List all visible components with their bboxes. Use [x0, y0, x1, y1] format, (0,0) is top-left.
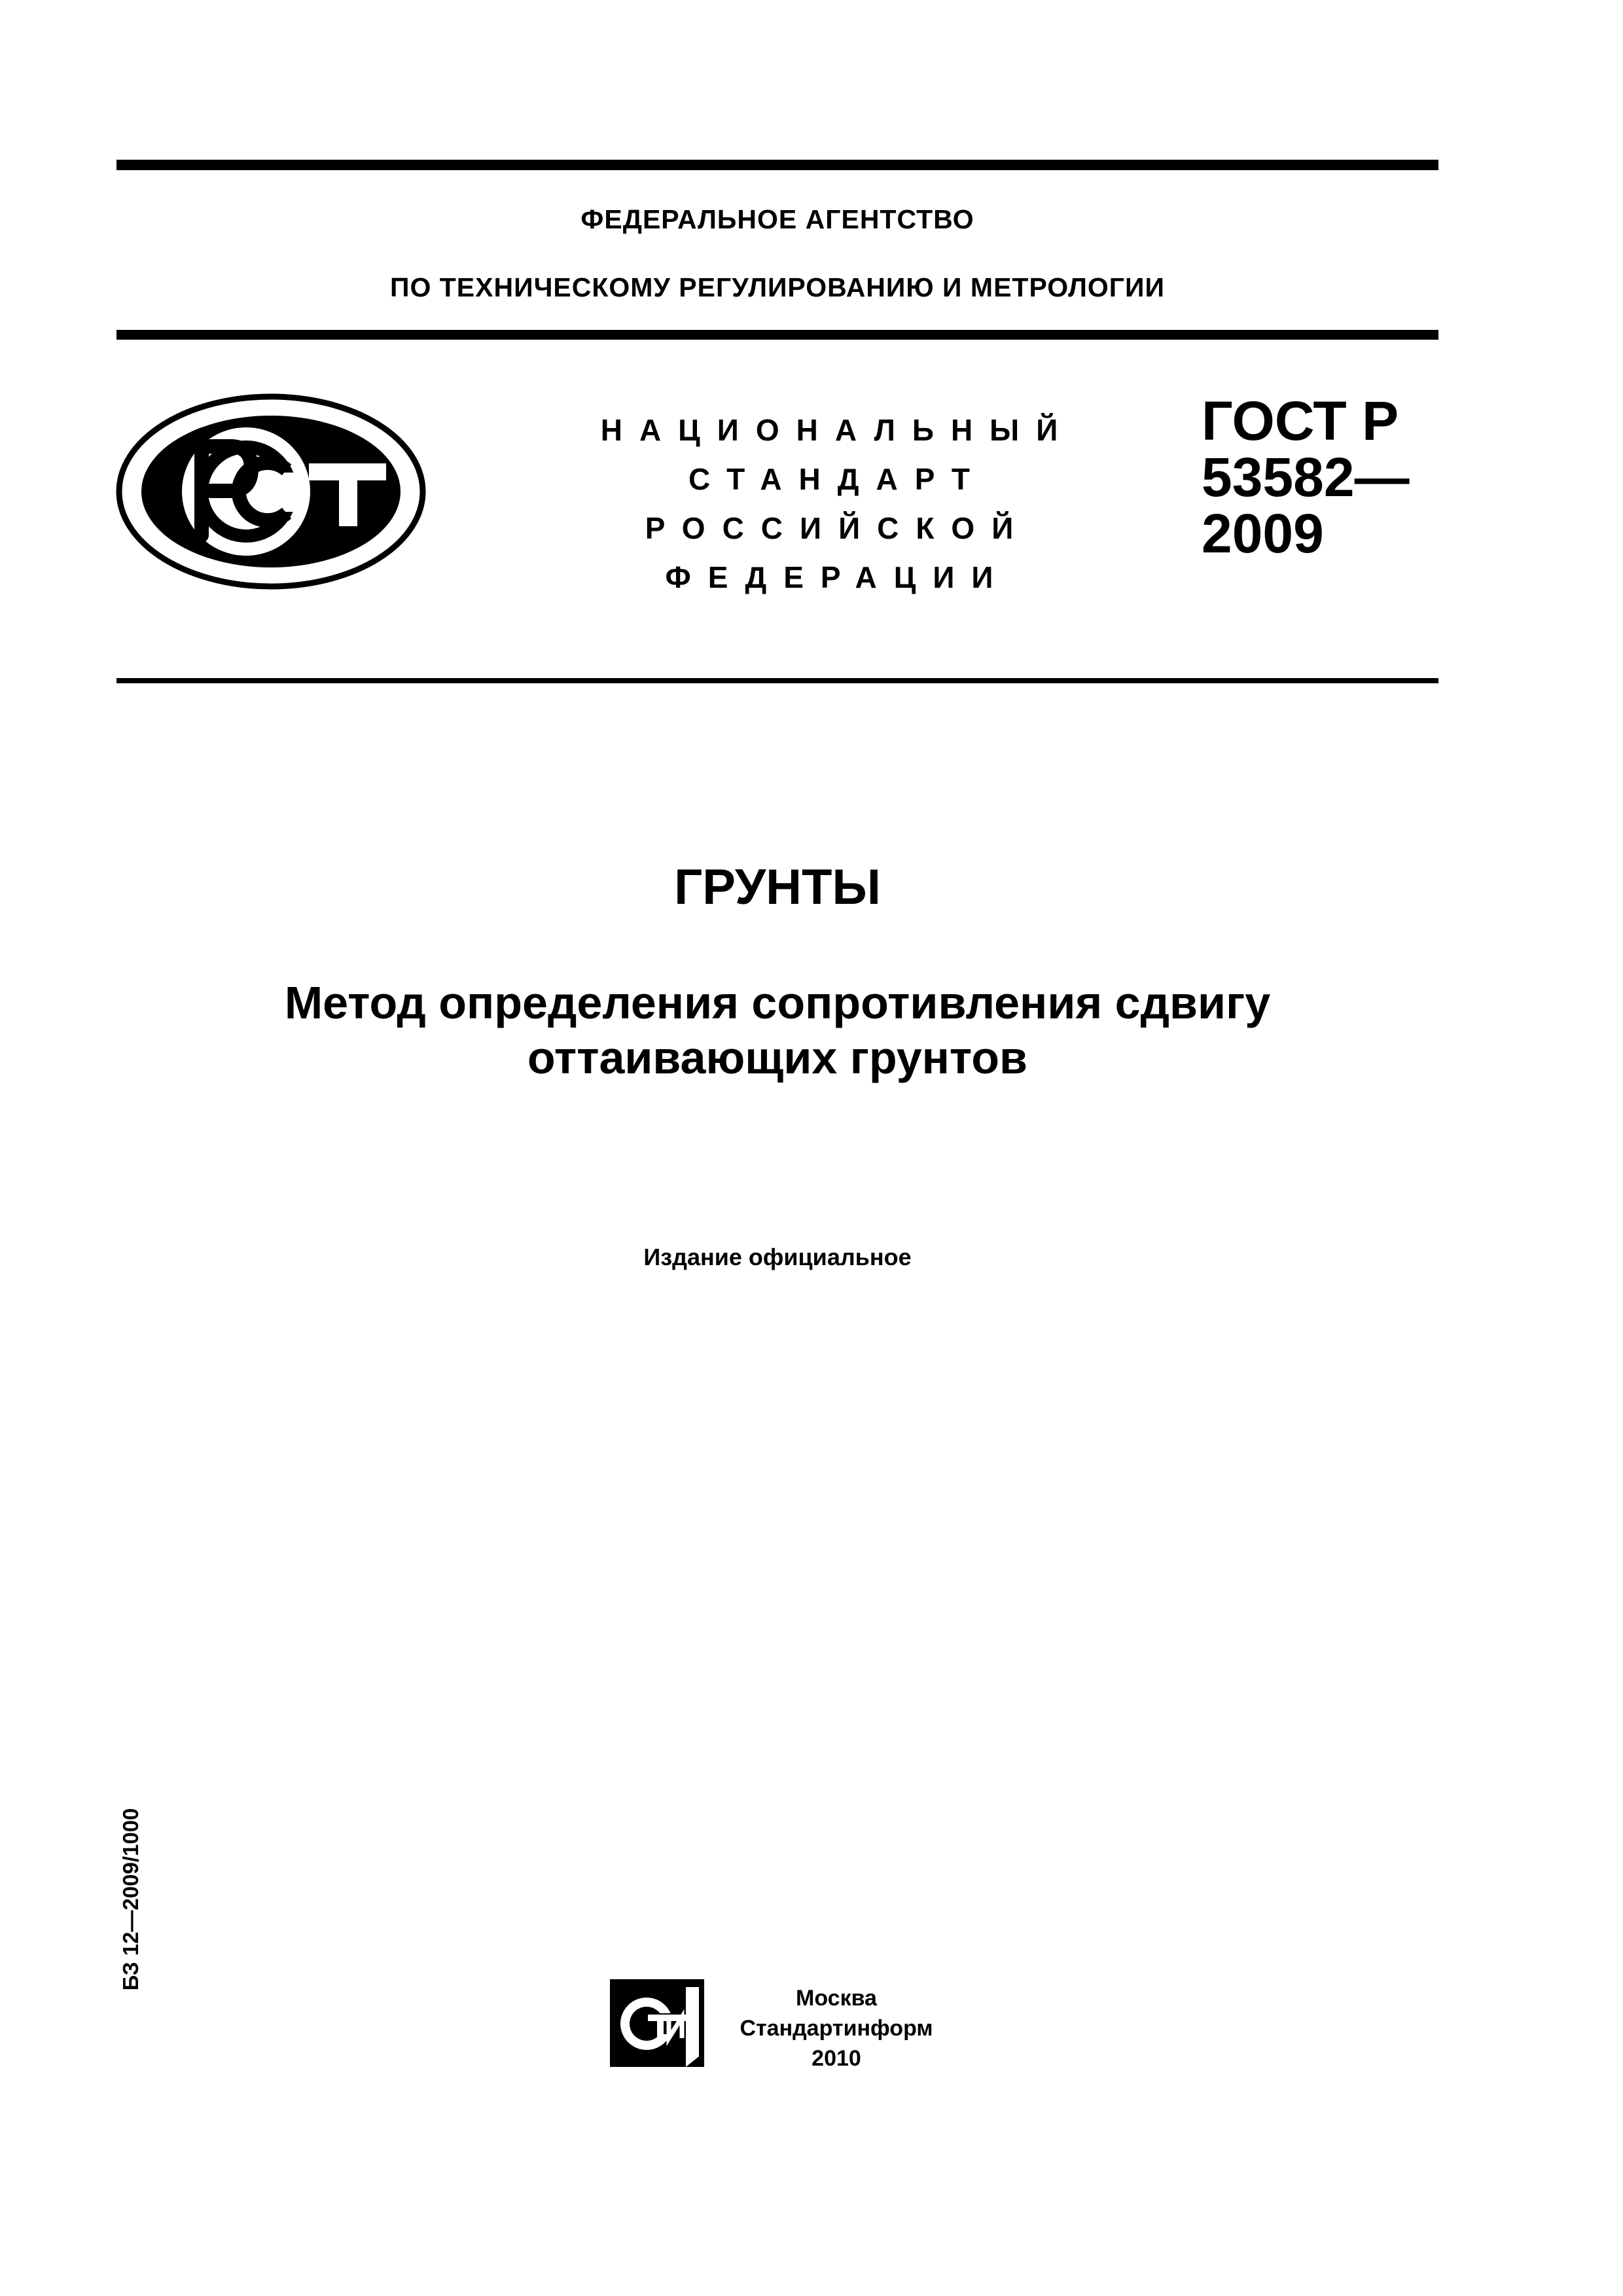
designation-line3: 2009	[1202, 503, 1324, 564]
standard-designation	[1202, 390, 1410, 564]
publisher-name: Стандартинформ	[740, 2016, 933, 2041]
national-standard-line: НАЦИОНАЛЬНЫЙ	[600, 413, 1075, 447]
rst-emblem-icon	[115, 393, 427, 590]
standartinform-logo-icon	[609, 1978, 705, 2068]
national-standard-line: СТАНДАРТ	[688, 462, 987, 496]
designation-line1: ГОСТ Р	[1202, 390, 1399, 452]
publisher-block	[712, 1983, 961, 2073]
top-rule	[116, 160, 1438, 170]
national-standard-line: РОССИЙСКОЙ	[645, 511, 1031, 545]
agency-name-line1: ФЕДЕРАЛЬНОЕ АГЕНТСТВО	[580, 204, 974, 234]
edition-note: Издание официальное	[643, 1244, 912, 1270]
document-title: ГРУНТЫ	[674, 859, 881, 915]
agency-name-line2: ПО ТЕХНИЧЕСКОМУ РЕГУЛИРОВАНИЮ И МЕТРОЛОГИИ	[390, 272, 1165, 302]
document-subtitle	[116, 975, 1438, 1085]
national-standard-line: ФЕДЕРАЦИИ	[665, 560, 1010, 594]
subtitle-line2: оттаивающих грунтов	[527, 1032, 1028, 1083]
subtitle-line1: Метод определения сопротивления сдвигу	[284, 977, 1271, 1028]
national-standard-label	[556, 406, 1119, 602]
publisher-year: 2010	[812, 2046, 861, 2071]
middle-rule	[116, 330, 1438, 340]
side-code: БЗ 12—2009/1000	[118, 1808, 143, 1991]
lower-rule	[116, 678, 1438, 683]
publisher-city: Москва	[796, 1986, 877, 2011]
designation-line2: 53582—	[1202, 446, 1410, 508]
